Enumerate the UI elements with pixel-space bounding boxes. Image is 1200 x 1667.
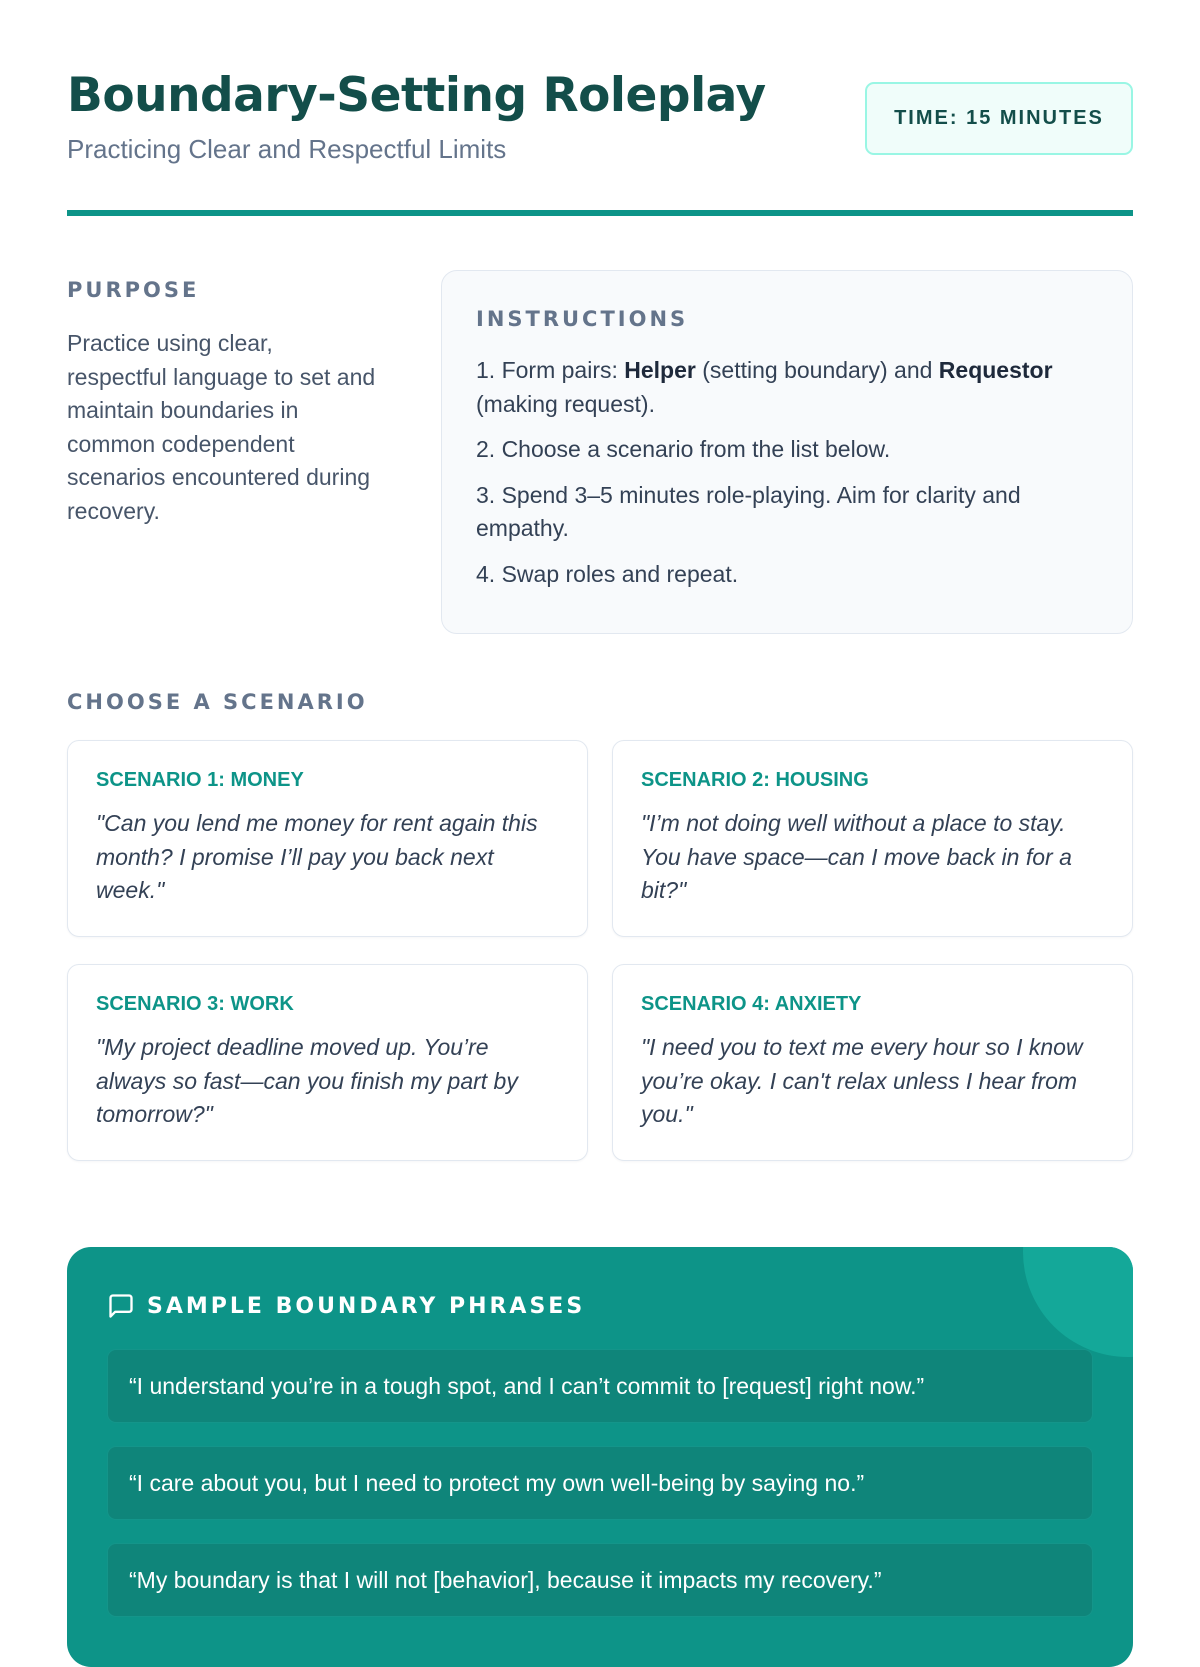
page-subtitle: Practicing Clear and Respectful Limits [67,134,507,164]
scenario-title: SCENARIO 1: MONEY [96,769,304,791]
role-requestor: Requestor [938,357,1053,383]
instructions-heading: INSTRUCTIONS [476,307,689,331]
scenario-card-work[interactable] [67,964,588,1161]
instruction-step-3: 3. Spend 3–5 minutes role-playing. Aim for clarity and empathy. [476,481,1021,541]
scenario-card-anxiety[interactable] [612,964,1133,1161]
instruction-step-2: 2. Choose a scenario from the list below. [476,436,891,462]
phrase-item: “I care about you, but I need to protect my own well-being by saying no.” [107,1446,1093,1520]
purpose-text: Practice using clear, respectful language to set and maintain boundaries in common codependent scenarios encountered during recovery. [67,330,376,524]
chat-bubble-icon [107,1292,135,1320]
phrases-header [107,1289,1093,1323]
instruction-step-4: 4. Swap roles and repeat. [476,560,739,587]
phrase-list [107,1349,1093,1617]
header [67,0,1133,217]
sample-phrases-panel [67,1247,1133,1667]
scenario-quote: "Can you lend me money for rent again this month? I promise I’ll pay you back next week." [96,810,538,903]
time-badge: TIME: 15 MINUTES [865,82,1133,155]
phrase-item: “My boundary is that I will not [behavior], because it impacts my recovery.” [107,1543,1093,1617]
scenario-title: SCENARIO 2: HOUSING [641,769,869,791]
scenario-title: SCENARIO 3: WORK [96,993,294,1015]
instruction-step-1-prefix: 1. Form pairs: [476,357,625,383]
scenario-quote: "I need you to text me every hour so I know you’re okay. I can't relax unless I hear from you." [641,1034,1083,1127]
instructions-box [441,270,1133,634]
scenario-quote: "I’m not doing well without a place to stay. You have space—can I move back in for a bit?" [641,810,1072,903]
page-title: Boundary-Setting Roleplay [67,68,766,123]
instruction-step-1-mid: (setting boundary) and [695,357,939,383]
intro-row [67,270,1133,690]
scenario-grid [67,740,1133,1161]
purpose-section [67,270,377,528]
phrases-title: SAMPLE BOUNDARY PHRASES [147,1293,586,1319]
scenario-title: SCENARIO 4: ANXIETY [641,993,862,1015]
scenario-card-housing[interactable] [612,740,1133,937]
instruction-step-1 [476,354,1098,421]
scenario-quote: "My project deadline moved up. You’re always so fast—can you finish my part by tomorrow?" [96,1034,518,1127]
scenario-card-money[interactable] [67,740,588,937]
purpose-heading: PURPOSE [67,278,200,302]
instruction-step-1-suffix: (making request). [476,390,655,417]
header-divider [67,210,1133,216]
phrase-item: “I understand you’re in a tough spot, and I can’t commit to [request] right now.” [107,1349,1093,1423]
role-helper: Helper [624,357,696,383]
scenarios-heading: CHOOSE A SCENARIO [67,690,368,714]
